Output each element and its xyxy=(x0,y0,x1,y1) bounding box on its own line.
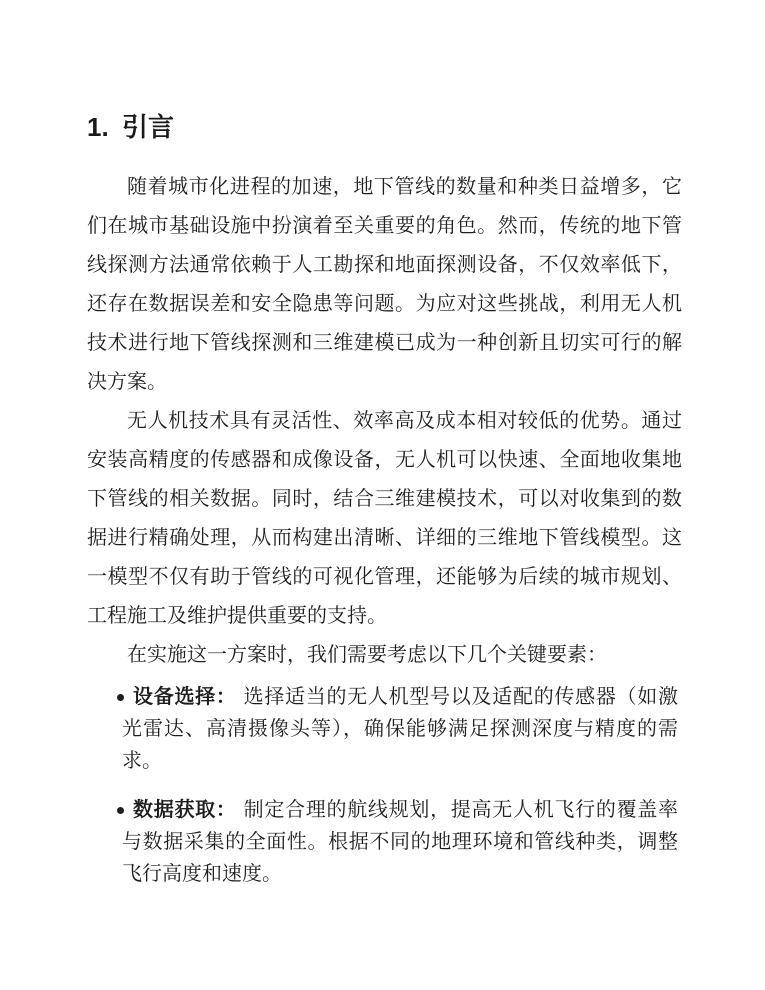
list-item-equipment-selection xyxy=(87,681,678,777)
list-item-term: 设备选择： xyxy=(133,686,237,708)
list-item-text: 制定合理的航线规划，提高无人机飞行的覆盖率与数据采集的全面性。根据不同的地理环境和管线种类，调整飞行高度和速度。 xyxy=(122,799,679,885)
heading-number: 1. xyxy=(87,112,109,142)
paragraph-key-factors-lead: 在实施这一方案时，我们需要考虑以下几个关键要素： xyxy=(127,644,607,666)
list-item-term: 数据获取： xyxy=(133,799,237,821)
paragraph-advantages: 无人机技术具有灵活性、效率高及成本相对较低的优势。通过安装高精度的传感器和成像设备，无人机可以快速、全面地收集地下管线的相关数据。同时，结合三维建模技术，可以对收集到的数据进行精确处理，从而构建出清晰、详细的三维地下管线模型。这一模型不仅有助于管线的可视化管理，还能够为后续的城市规划、工程施工及维护提供重要的支持。 xyxy=(87,410,682,627)
section-heading xyxy=(87,112,682,142)
list-item-data-acquisition xyxy=(87,794,678,890)
list-item-text: 选择适当的无人机型号以及适配的传感器（如激光雷达、高清摄像头等），确保能够满足探测深度与精度的需求。 xyxy=(122,686,679,772)
bullet-icon xyxy=(117,694,124,701)
key-factors-list xyxy=(87,681,682,890)
heading-title: 引言 xyxy=(122,112,175,142)
paragraph-intro: 随着城市化进程的加速，地下管线的数量和种类日益增多，它们在城市基础设施中扮演着至关重要的角色。然而，传统的地下管线探测方法通常依赖于人工勘探和地面探测设备，不仅效率低下，还存在数据误差和安全隐患等问题。为应对这些挑战，利用无人机技术进行地下管线探测和三维建模已成为一种创新且切实可行的解决方案。 xyxy=(87,176,682,393)
bullet-icon xyxy=(117,807,124,814)
